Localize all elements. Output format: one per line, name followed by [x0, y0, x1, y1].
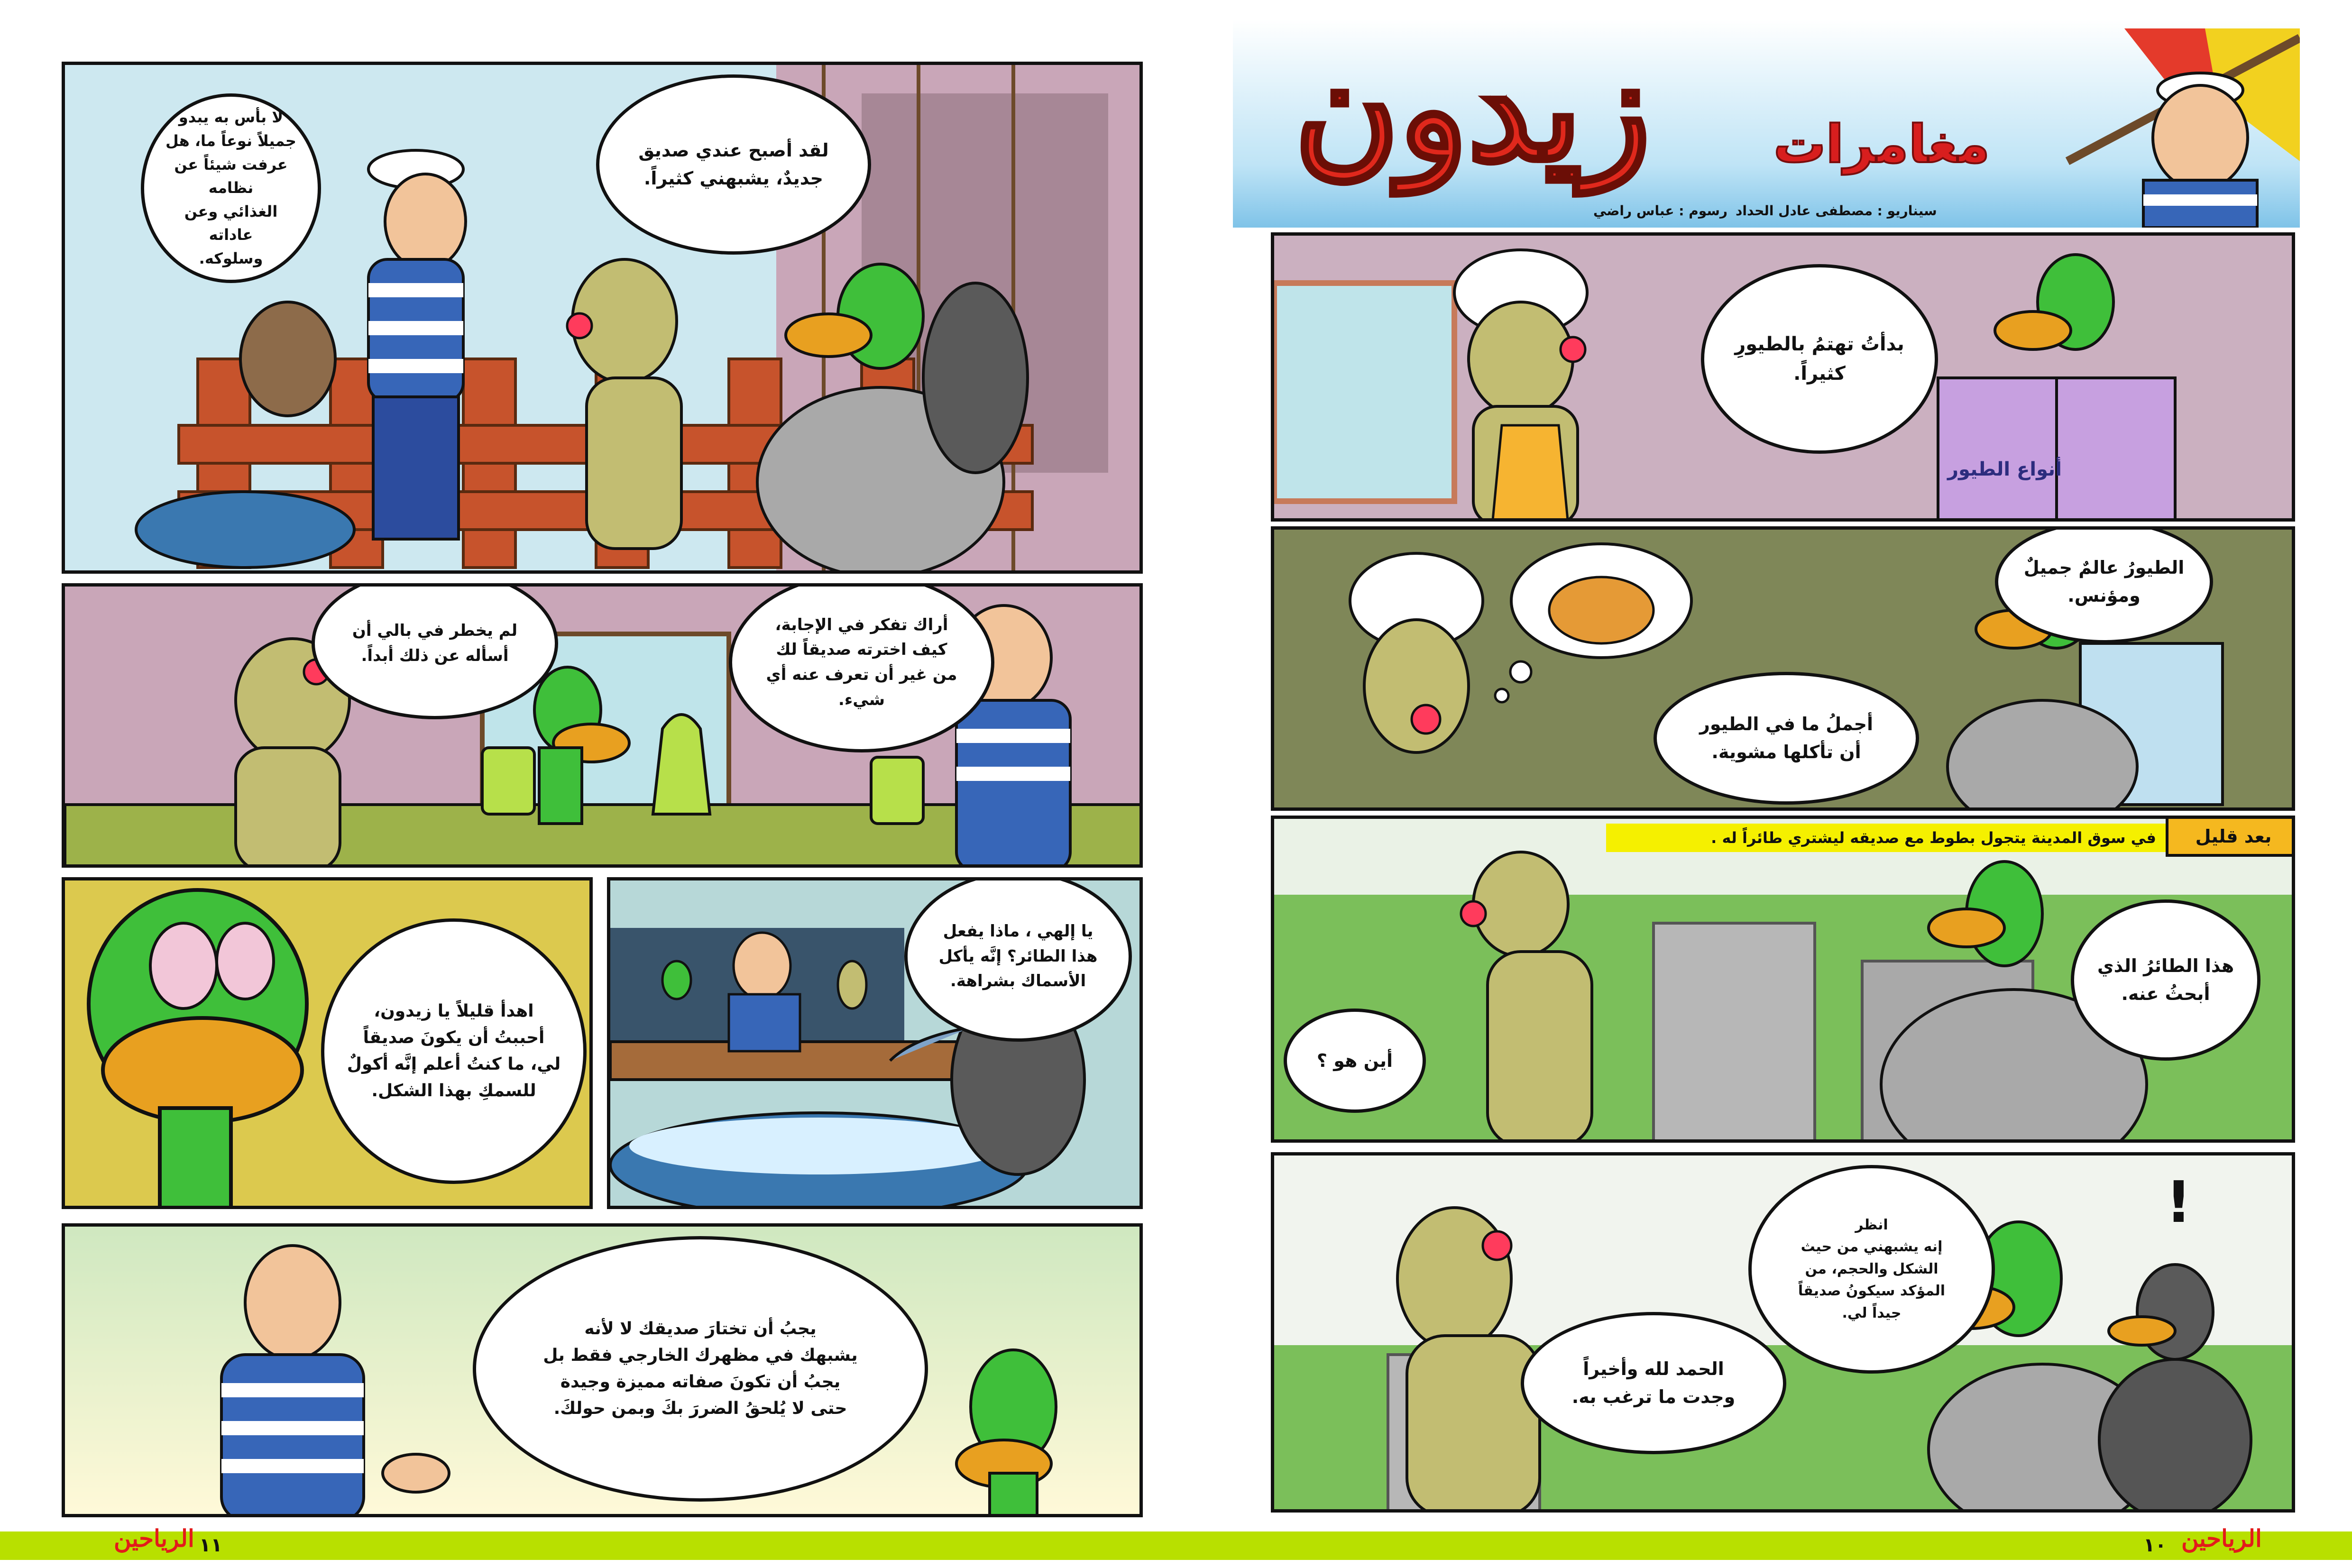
speech-bubble-boy: يا إلهي ، ماذا يفعل هذا الطائر؟ إنَّه يأكل الأسماك بشراهة.	[904, 877, 1132, 1042]
speech-bubble-dog: أجملُ ما في الطيور أن تأكلها مشوية.	[1654, 672, 1919, 805]
panel-left-1	[62, 62, 1143, 574]
credits-script: سيناريو : مصطفى عادل الحداد	[1736, 203, 1937, 219]
header-banner	[1233, 19, 2300, 228]
speech-bubble-duck: اهدأ قليلاً يا زيدون، أحببتُ أن يكونَ صديقاً لي، ما كنتُ أعلم إنَّه أكولٌ للسمكِ بهذا الشكل.	[321, 918, 587, 1184]
speech-bubble-duck: لم يخطر في بالي أن أسأله عن ذلك أبداً.	[312, 583, 558, 719]
panel-right-1	[1271, 232, 2295, 522]
speech-bubble-duck: انظر إنه يشبهني من حيث الشكل والحجم، من المؤكد سيكونُ صديقاً جيداً لي.	[1748, 1165, 1995, 1374]
speech-bubble-duck: هذا الطائرُ الذي أبحثُ عنه.	[2071, 899, 2260, 1061]
panel-left-5	[62, 1223, 1143, 1517]
brand-logo-left: الرياحين	[114, 1524, 194, 1552]
panel-right-2	[1271, 526, 2295, 811]
panel-right-3	[1271, 816, 2295, 1143]
panel-left-3	[62, 877, 593, 1209]
credits-art: رسوم : عباس راضي	[1593, 203, 1727, 219]
speech-bubble-dog: أين هو ؟	[1284, 1009, 1426, 1113]
page-number-right: ١٠	[2143, 1534, 2167, 1556]
exclamation-mark: !	[2166, 1170, 2192, 1236]
speech-bubble-boy: أراك تفكر في الإجابة، كيف اخترته صديقاً لك من غير أن تعرف عنه أي شيء.	[729, 583, 994, 752]
zaydoon-character	[2143, 73, 2257, 228]
panel-left-2	[62, 583, 1143, 868]
roast-chicken-icon	[1549, 577, 1654, 643]
dog-character	[1454, 250, 1587, 522]
page-number-left: ١١	[199, 1534, 222, 1556]
speech-bubble-dog: بدأتُ تهتمُ بالطيورِ كثيراً.	[1701, 264, 1938, 454]
panel-right-4	[1271, 1152, 2295, 1513]
footer-bar-right	[1176, 1531, 2352, 1560]
duck-character	[956, 1350, 1056, 1517]
boy-character	[221, 1246, 449, 1517]
brand-logo-right: الرياحين	[2181, 1524, 2262, 1552]
speech-bubble-boy: لا بأس به يبدو جميلاً نوعاً ما، هل عرفت شيئاً عن نظامه الغذائي وعن عاداته وسلوكه.	[141, 93, 321, 283]
series-title: مغامرات	[1773, 114, 1990, 174]
speech-bubble-dog: الحمد لله وأخيراً وجدت ما ترغب به.	[1521, 1312, 1786, 1454]
caption-text: في سوق المدينة يتجول بطوط مع صديقه ليشتري طائراً له .	[1606, 824, 2166, 852]
speech-bubble-boy: يجبُ أن تختارَ صديقك لا لأنه يشبهك في مظهرك الخارجي فقط بل يجبُ أن تكونَ صفاته مميزة وجيدة حتى لا يُلحقُ الضررَ بكَ وبمن حولكَ.	[473, 1236, 928, 1502]
panel-left-4	[607, 877, 1143, 1209]
hero-name-title: زيدون	[1295, 25, 1651, 193]
speech-bubble-duck: لقد أصبح عندي صديق جديدٌ، يشبهني كثيراً.	[596, 74, 871, 255]
speech-bubble-duck: الطيورُ عالمٌ جميلٌ ومؤنس.	[1995, 526, 2213, 643]
book-title: أنواع الطيور	[1948, 458, 2062, 480]
caption-tag: بعد قليل	[2166, 819, 2295, 857]
